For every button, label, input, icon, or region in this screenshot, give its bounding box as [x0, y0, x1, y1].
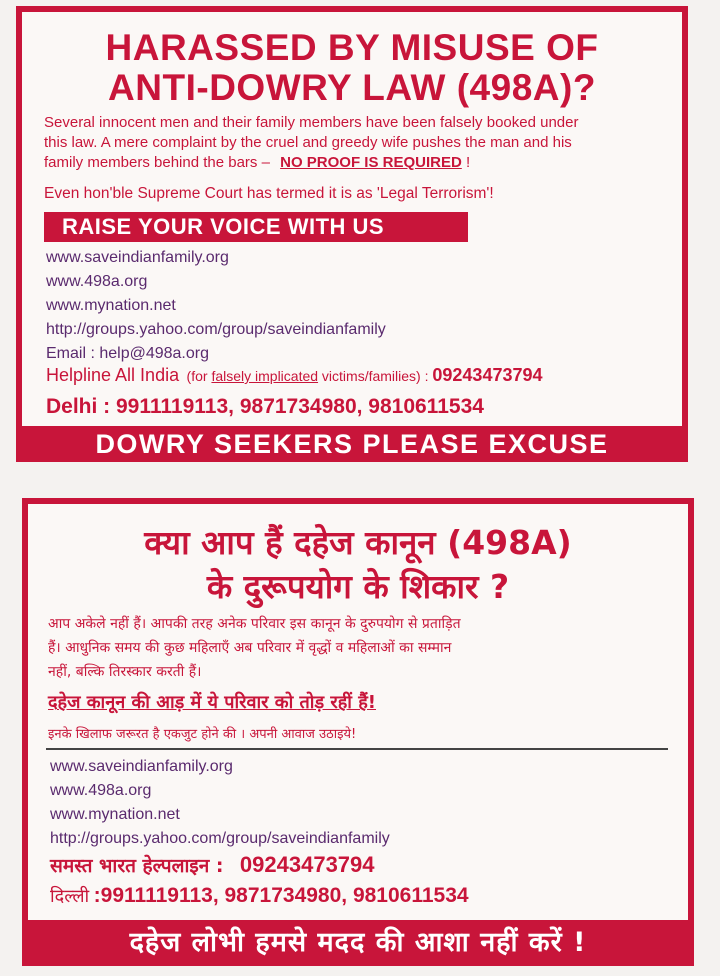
helpline-note-falsely: falsely implicated [211, 368, 319, 384]
helpline-number[interactable]: 09243473794 [432, 365, 543, 385]
link-saveindianfamily[interactable]: www.saveindianfamily.org [46, 249, 229, 266]
english-paragraph-text: family members behind the bars – [44, 154, 270, 171]
hindi-paragraph-line-2: हैं। आधुनिक समय की कुछ महिलाएँ अब परिवार में वृद्धों व महिलाओं का सम्मान [48, 640, 452, 656]
divider-line [46, 748, 668, 750]
helpline-note-open: (for [186, 368, 212, 384]
hindi-delhi-phone-list[interactable]: :9911119113, 9871734980, 9810611534 [93, 884, 469, 907]
link-498a[interactable]: www.498a.org [46, 273, 148, 290]
link-mynation[interactable]: www.mynation.net [46, 297, 176, 314]
helpline-note-close: victims/families) : [318, 368, 433, 384]
hindi-flyer [22, 498, 694, 966]
hindi-helpline-label: समस्त भारत हेल्पलाइन : [50, 855, 224, 877]
hindi-footer-banner: दहेज लोभी हमसे मदद की आशा नहीं करें ! [22, 920, 694, 966]
hindi-delhi-numbers [50, 884, 469, 908]
english-paragraph-end: ! [461, 154, 471, 171]
hindi-call-to-action: इनके खिलाफ जरूरत है एकजुट होने की । अपनी आवाज उठाइये! [48, 727, 357, 742]
hindi-title-line-2: के दुरूपयोग के शिकार ? [206, 567, 510, 606]
hindi-helpline-number[interactable]: 09243473794 [239, 852, 375, 877]
hindi-link-yahoo-group[interactable]: http://groups.yahoo.com/group/saveindianfamily [50, 830, 390, 847]
link-yahoo-group[interactable]: http://groups.yahoo.com/group/saveindianfamily [46, 321, 386, 338]
helpline-all-india [46, 365, 543, 386]
english-flyer [16, 6, 688, 459]
english-title-line-2: ANTI-DOWRY LAW (498A)? [108, 67, 596, 108]
hindi-link-498a[interactable]: www.498a.org [50, 782, 152, 799]
english-paragraph-line-2: this law. A mere complaint by the cruel and greedy wife pushes the man and his [44, 134, 572, 151]
helpline-label: Helpline All India [46, 365, 180, 385]
hindi-paragraph-line-1: आप अकेले नहीं हैं। आपकी तरह अनेक परिवार इस कानून के दुरुपयोग से प्रताड़ित [48, 616, 461, 632]
hindi-link-saveindianfamily[interactable]: www.saveindianfamily.org [50, 758, 233, 775]
supreme-court-quote: Even hon'ble Supreme Court has termed it is as 'Legal Terrorism'! [44, 185, 494, 202]
hindi-emphasis-line: दहेज कानून की आड़ में ये परिवार को तोड़ रहीं हैं! [48, 692, 376, 713]
hindi-title-line-1: क्या आप हैं दहेज कानून (498A) [144, 523, 572, 562]
english-paragraph-line-3 [44, 153, 674, 173]
english-title-line-1: HARASSED BY MISUSE OF [105, 27, 599, 68]
raise-voice-banner: RAISE YOUR VOICE WITH US [44, 212, 468, 242]
english-paragraph-line-1: Several innocent men and their family members have been falsely booked under [44, 114, 579, 131]
hindi-helpline [50, 852, 375, 878]
hindi-link-mynation[interactable]: www.mynation.net [50, 806, 180, 823]
delhi-numbers[interactable]: Delhi : 9911119113, 9871734980, 9810611534 [46, 395, 484, 418]
no-proof-emphasis: NO PROOF IS REQUIRED [280, 154, 462, 171]
email-contact[interactable]: Email : help@498a.org [46, 345, 209, 362]
hindi-paragraph-line-3: नहीं, बल्कि तिरस्कार करती हैं। [48, 664, 202, 680]
english-footer-banner: DOWRY SEEKERS PLEASE EXCUSE [16, 426, 688, 462]
hindi-delhi-label: दिल्ली [50, 886, 90, 907]
